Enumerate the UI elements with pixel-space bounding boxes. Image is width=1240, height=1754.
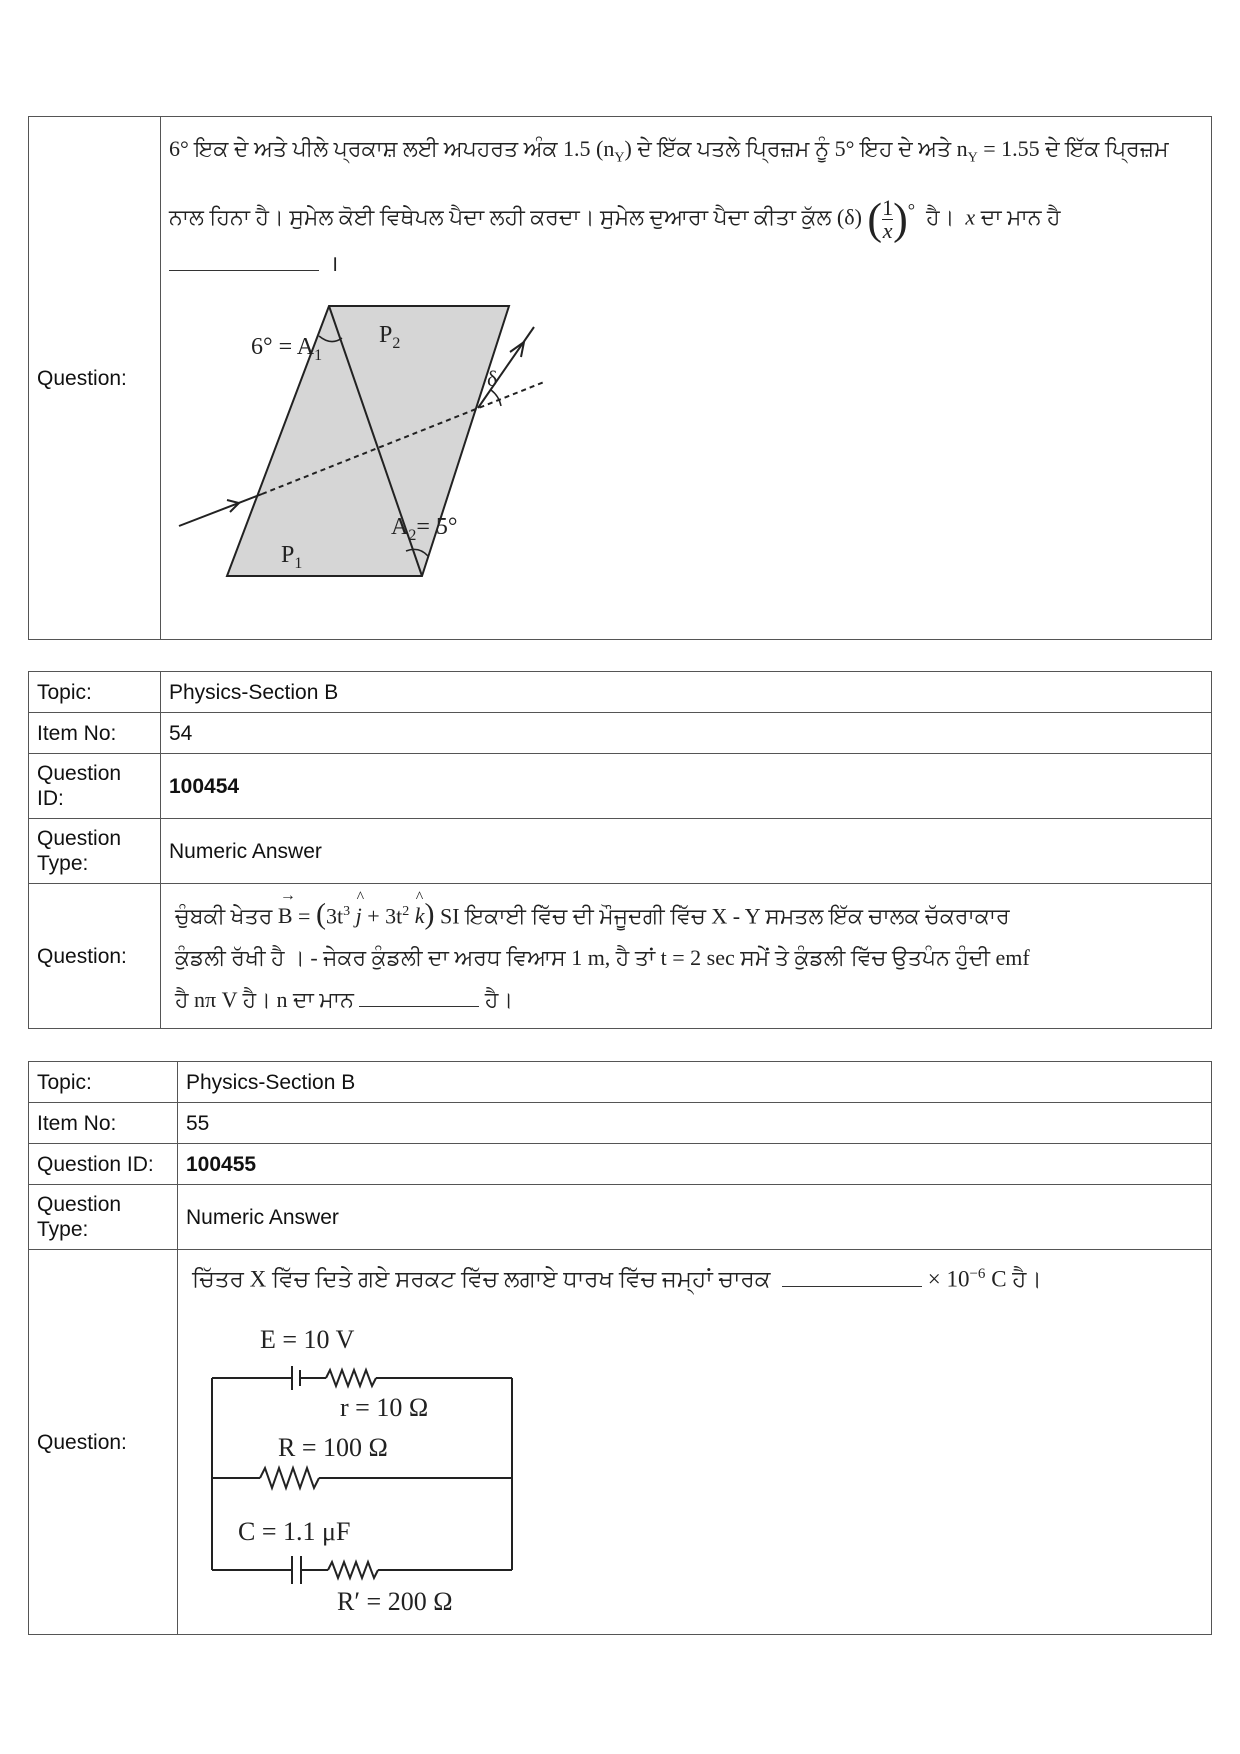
question-row [29,884,1212,1029]
q1-text-g: । [330,251,339,277]
unit-j: ^ j [355,889,365,929]
item-no-row [29,1103,1212,1144]
q3-text-c: C ਹੈ। [991,1266,1042,1292]
question-id-row [29,1144,1212,1185]
question-row [29,117,1212,640]
q2-line-1: ਚੁੰਬਕੀ ਖੇਤਰ → $B = (3t^3$ ^ $j + 3t^2$ ^ k) SI ਇਕਾਈ ਵਿੱਚ ਦੀ ਮੌਜੂਦਗੀ ਵਿੱਚ X - Y ਸਮਤਲ ਇੱਕ ਚਾਲਕ ਚੱਕਰਾਕਾਰ [175,891,1203,937]
question-type-label: Question Type: [29,1185,178,1250]
label-p2: $P_2$ [379,322,401,353]
question-cell [178,1250,1212,1635]
topic-label: Topic: [29,672,161,713]
unit-k: ^ k [414,889,425,929]
answer-blank [359,988,479,1007]
answer-blank [782,1268,922,1287]
q1-line-2 [169,188,1203,242]
item-no-label: Item No: [29,713,161,754]
frac-num: 1 [882,195,894,221]
fraction [882,197,893,242]
degree-sup: ° [907,200,916,221]
topic-value: Physics-Section B [161,672,1212,713]
resistor-R [260,1468,319,1488]
question-cell [161,117,1212,640]
question-table-55 [28,1061,1212,1635]
question-type-label: Question Type: [29,819,161,884]
label-C: C = 1.1 μF [238,1516,351,1546]
question-id-row [29,754,1212,819]
q2-sup3: 3 [343,903,351,919]
q1-sub-y: Y [614,150,625,166]
question-id-label: Question ID: [29,1144,178,1185]
question-text [169,127,1203,286]
resistor-r [326,1370,376,1386]
q2-text-a: ਚੁੰਬਕੀ ਖੇਤਰ [175,903,273,929]
topic-value: Physics-Section B [178,1062,1212,1103]
item-no-row [29,713,1212,754]
q1-text-a: 6° ਇਕ ਦੇ ਅਤੇ ਪੀਲੇ ਪ੍ਰਕਾਸ਼ ਲਈ ਅਪਹਰਤ ਅੰਕ 1.5 (n [169,136,615,161]
q1-sub-y2: Y [967,150,978,166]
topic-row [29,672,1212,713]
question-id-value: 100455 [178,1144,1212,1185]
item-no-label: Item No: [29,1103,178,1144]
q1-text-e: ਹੈ। [926,204,955,230]
resistor-r-prime [328,1562,378,1578]
topic-row [29,1062,1212,1103]
label-a2: $A_2= 5^\circ$ [391,514,458,545]
question-row [29,1250,1212,1635]
q2-plus: + [367,903,380,929]
q3-exp: −6 [969,1266,986,1282]
circuit-diagram [192,1298,522,1618]
q2-text-c: ਹੈ nπ V ਹੈ। n ਦਾ ਮਾਨ [175,987,354,1013]
question-type-value: Numeric Answer [178,1185,1212,1250]
question-cell [161,884,1212,1029]
question-label: Question: [29,117,161,640]
q3-text-b: × 10 [927,1266,970,1292]
label-R: R = 100 Ω [278,1432,388,1462]
question-type-row [29,819,1212,884]
q2-text-b: SI ਇਕਾਈ ਵਿੱਚ ਦੀ ਮੌਜੂਦਗੀ ਵਿੱਚ X - Y ਸਮਤਲ ਇੱਕ ਚਾਲਕ ਚੱਕਰਾਕਾਰ [440,903,1010,929]
question-id-label: Question ID: [29,754,161,819]
label-p1: $P_1$ [281,542,303,573]
question-table-1 [28,116,1212,640]
q3-text-a: ਚਿੱਤਰ X ਵਿੱਚ ਦਿਤੇ ਗਏ ਸਰਕਟ ਵਿੱਚ ਲਗਾਏ ਧਾਰਖ ਵਿੱਚ ਜਮ੍ਹਾਂ ਚਾਰਕ [192,1266,771,1292]
answer-blank [169,252,319,271]
question-label: Question: [29,1250,178,1635]
q2-term2: 3t [385,903,403,929]
emergent-arrow [510,342,524,357]
question-table-54 [28,671,1212,1029]
paren-left: ( [867,194,883,244]
q1-text-c: = 1.55 ਦੇ ਇੱਕ ਪ੍ਰਿਜ਼ਮ [977,136,1169,161]
question-type-value: Numeric Answer [161,819,1212,884]
q1-text-f: ਦਾ ਮਾਨ ਹੈ [980,204,1061,230]
q2-line-2: ਕੁੰਡਲੀ ਰੱਖੀ ਹੈ । - ਜੇਕਰ ਕੁੰਡਲੀ ਦਾ ਅਰਧ ਵਿਆਸ 1 m, ਹੈ ਤਾਂ t = 2 sec ਸਮੇਂ ਤੇ ਕੁੰਡਲੀ ਵਿੱਚ ਉਤਪੰਨ ਹੁੰਦੀ emf [175,945,1030,971]
q1-line-1 [169,127,1203,180]
q3-line-1 [192,1262,1203,1292]
frac-den: x [882,218,893,244]
item-no-value: 55 [178,1103,1212,1144]
prism-diagram [169,294,569,614]
topic-label: Topic: [29,1062,178,1103]
question-label: Question: [29,884,161,1029]
item-no-value: 54 [161,713,1212,754]
angle-arc-delta [491,390,501,406]
vector-b: → B [277,887,296,929]
q1-text-d: ਨਾਲ ਹਿਨਾ ਹੈ। ਸੁਮੇਲ ਕੋਈ ਵਿਥੇਪਲ ਪੈਦਾ ਲਹੀ ਕਰਦਾ। ਸੁਮੇਲ ਦੁਆਰਾ ਪੈਦਾ ਕੀਤਾ ਕੁੱਲ (δ) [169,204,862,230]
label-R-prime: R′ = 200 Ω [337,1586,453,1616]
q1-var-x: x [965,204,976,230]
paren-right: ) [893,194,908,244]
q1-text-b: ) ਦੇ ਇੱਕ ਪਤਲੇ ਪ੍ਰਿਜ਼ਮ ਨੂੰ 5° ਇਹ ਦੇ ਅਤੇ n [624,136,968,161]
q2-term1: 3t [325,903,344,929]
label-emf: E = 10 V [260,1324,355,1354]
question-id-value: 100454 [161,754,1212,819]
q2-text-d: ਹੈ। [484,987,514,1013]
label-a1: $6^\circ = A_1$ [251,334,323,365]
q1-line-3 [169,242,1203,286]
label-delta: δ [487,366,498,392]
q2-sup2: 2 [402,903,410,919]
q2-line-3 [175,979,1203,1021]
label-r: r = 10 Ω [340,1392,429,1422]
q2-eq: = [298,903,311,929]
question-type-row [29,1185,1212,1250]
